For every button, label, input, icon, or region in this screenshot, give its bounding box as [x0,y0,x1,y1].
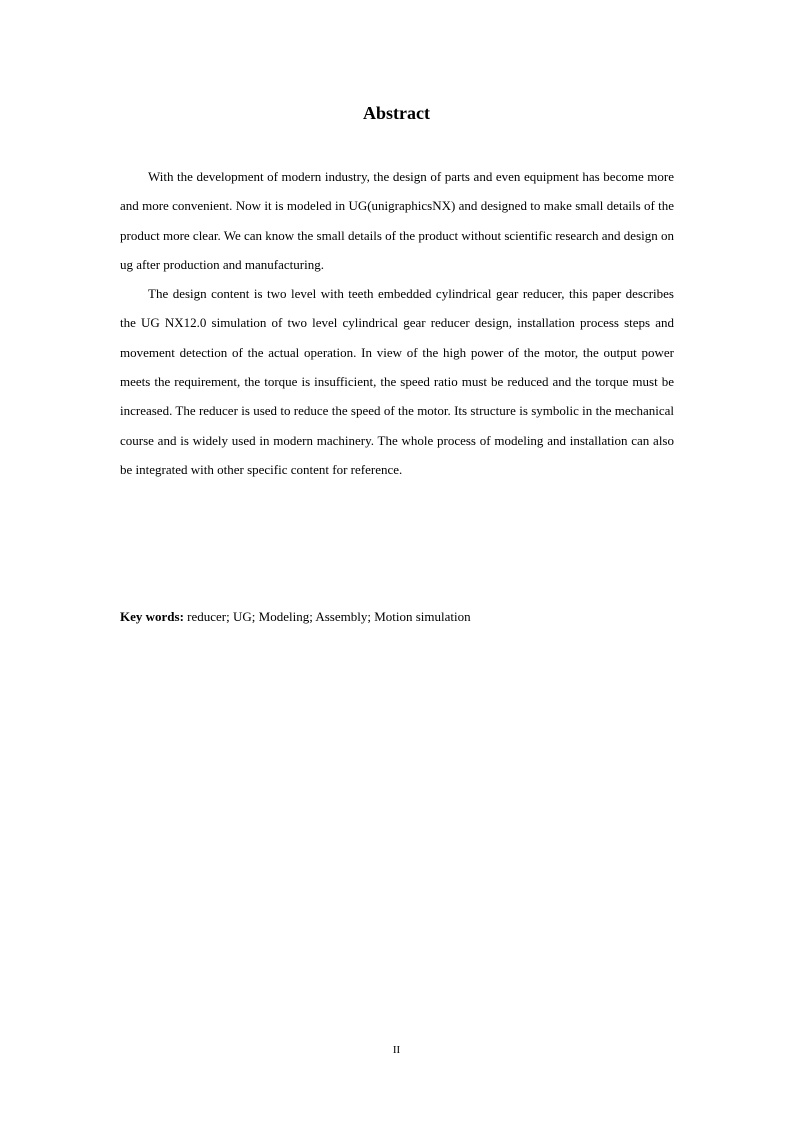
page-number: II [392,1044,401,1056]
keywords-label: Key words: [120,609,184,624]
abstract-paragraph-2: The design content is two level with teeth embedded cylindrical gear reducer, this paper describes the UG NX12.0 simulation of two level cylindrical gear reducer design, installation process steps and movement detection of the actual operation. In view of the high power of the motor, the output power meets the requirement, the torque is insufficient, the speed ratio must be reduced and the torque must be increased. The reducer is used to reduce the speed of the motor. Its structure is symbolic in the mechanical course and is widely used in modern machinery. The whole process of modeling and installation can also be integrated with other specific content for reference. [120,286,674,477]
abstract-title: Abstract [363,103,430,123]
abstract-paragraph-1: With the development of modern industry, the design of parts and even equipment has become more and more convenient. Now it is modeled in UG(unigraphicsNX) and designed to make small details of the product more clear. We can know the small details of the product without scientific research and design on ug after production and manufacturing. [120,169,674,272]
keywords-text: reducer; UG; Modeling; Assembly; Motion simulation [183,609,471,624]
abstract-body [120,162,674,484]
keywords-line [120,602,674,631]
